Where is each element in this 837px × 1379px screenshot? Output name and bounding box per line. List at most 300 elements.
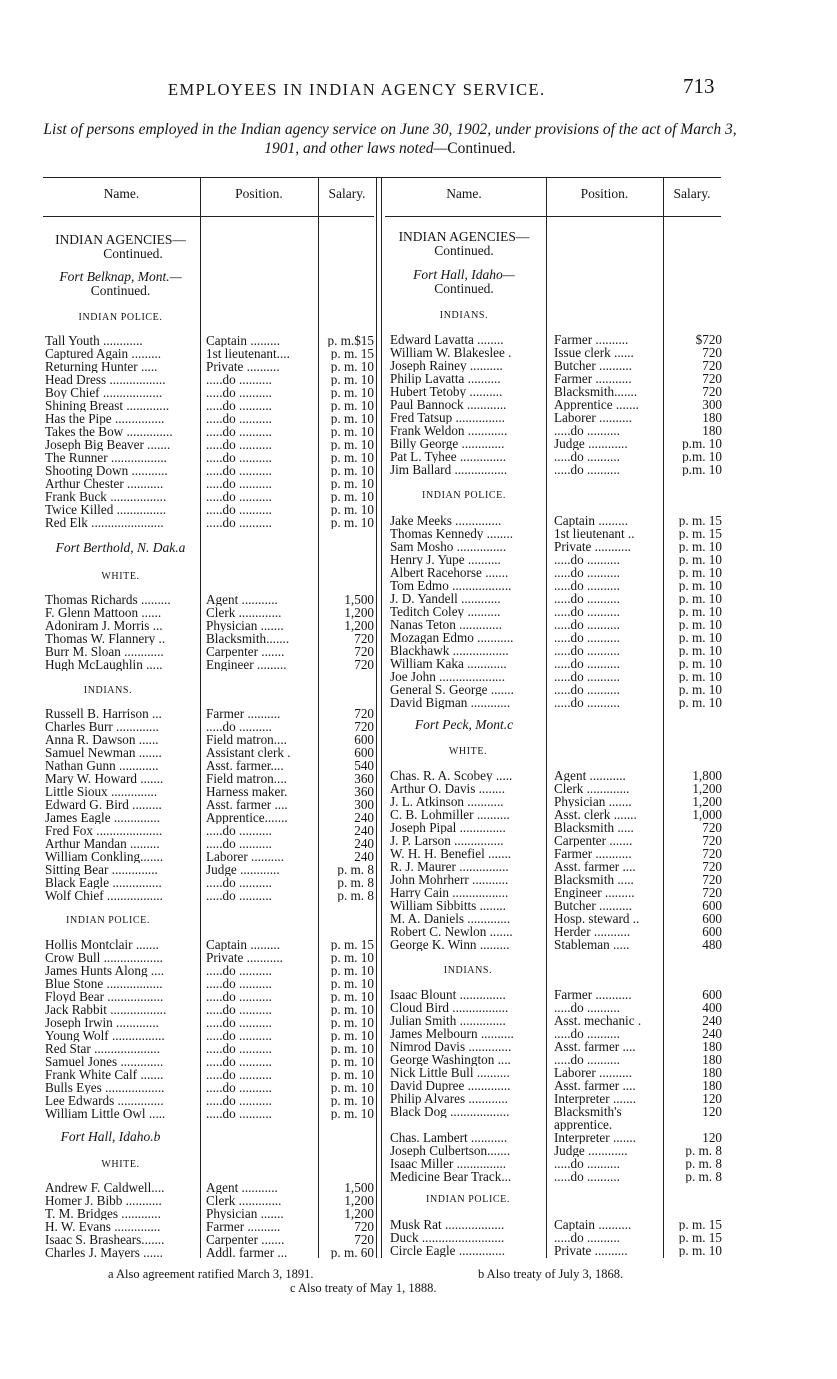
right-position-cell: .....do .......... [554, 670, 620, 683]
right-heading-fort-peck: Fort Peck, Mont.c [414, 717, 514, 732]
left-salary-cell: 1,500 [344, 593, 374, 606]
left-position-cell: .....do .......... [206, 977, 272, 990]
right-salary-cell: 600 [702, 899, 722, 912]
page-number: 713 [683, 74, 715, 98]
left-heading-indian-police-2: INDIAN POLICE. [66, 915, 150, 926]
right-salary-cell: p. m. 15 [678, 1231, 722, 1244]
left-position-cell: Physician ....... [206, 619, 284, 632]
right-heading-white-1: WHITE. [448, 746, 488, 757]
right-position-cell: Butcher .......... [554, 899, 633, 912]
left-name-cell: Anna R. Dawson ...... [45, 733, 159, 746]
right-position-cell: Apprentice ....... [554, 398, 639, 411]
right-position-cell: Engineer ......... [554, 886, 635, 899]
right-name-cell: Blackhawk ................. [390, 644, 509, 657]
left-name-cell: Bulls Eyes .................. [45, 1081, 165, 1094]
left-salary-cell: p. m. 10 [330, 1042, 374, 1055]
right-salary-cell: p.m. 10 [682, 437, 722, 450]
right-table-row [0, 808, 730, 822]
right-position-cell: .....do .......... [554, 631, 620, 644]
left-position-cell: .....do .......... [206, 1055, 272, 1068]
left-table-row [0, 746, 380, 760]
right-name-cell: Arthur O. Davis ........ [390, 782, 506, 795]
right-salary-header: Salary. [673, 186, 711, 201]
left-position-cell: .....do .......... [206, 837, 272, 850]
left-name-cell: F. Glenn Mattoon ...... [45, 606, 162, 619]
right-table-row [0, 527, 730, 541]
left-salary-cell: 240 [354, 837, 374, 850]
right-name-cell: Edward Lavatta ........ [390, 333, 504, 346]
right-position-cell: Clerk ............. [554, 782, 630, 795]
left-position-cell: .....do .......... [206, 876, 272, 889]
left-name-cell: Andrew F. Caldwell.... [45, 1181, 165, 1194]
right-name-cell: Cloud Bird ................. [390, 1001, 509, 1014]
right-position-cell: Blacksmith ..... [554, 873, 634, 886]
right-name-cell: Joseph Pipal .............. [390, 821, 506, 834]
right-position-cell: .....do .......... [554, 553, 620, 566]
left-position-cell: .....do .......... [206, 1107, 272, 1120]
left-position-cell: Farmer .......... [206, 1220, 281, 1233]
left-name-cell: James Eagle .............. [45, 811, 160, 824]
right-position-cell: Farmer .......... [554, 333, 629, 346]
right-table-row [0, 847, 730, 861]
right-name-cell: Philip Lavatta .......... [390, 372, 501, 385]
right-table-row [0, 657, 730, 671]
right-heading-agencies: INDIAN AGENCIES— [398, 229, 530, 244]
right-table-row [0, 1157, 730, 1171]
right-salary-cell: 240 [702, 1014, 722, 1027]
right-name-cell: Medicine Bear Track... [390, 1170, 512, 1183]
table-caption [40, 120, 740, 158]
right-name-cell: Chas. R. A. Scobey ..... [390, 769, 513, 782]
right-name-cell: Robert C. Newlon ....... [390, 925, 513, 938]
left-salary-cell: p. m. 10 [330, 451, 374, 464]
right-salary-cell: 1,200 [692, 795, 722, 808]
left-position-cell: .....do .......... [206, 1094, 272, 1107]
right-table-row [0, 769, 730, 783]
right-table-row [0, 605, 730, 619]
left-salary-cell: 1,200 [344, 1194, 374, 1207]
right-salary-cell: $720 [695, 333, 722, 346]
right-name-cell: C. B. Lohmiller .......... [390, 808, 510, 821]
right-salary-cell: p. m. 8 [685, 1144, 722, 1157]
right-name-cell: R. J. Maurer ............... [390, 860, 509, 873]
right-table-row [0, 1053, 730, 1067]
left-name-cell: Isaac S. Brashears....... [45, 1233, 165, 1246]
right-heading-indians-2: INDIANS. [443, 965, 493, 976]
left-position-cell: Field matron.... [206, 772, 287, 785]
right-name-cell: Julian Smith .............. [390, 1014, 506, 1027]
left-heading-fort-belknap-cont: Continued. [90, 283, 151, 298]
left-salary-cell: 1,500 [344, 1181, 374, 1194]
left-position-cell: .....do .......... [206, 399, 272, 412]
left-salary-cell: p. m. 15 [330, 347, 374, 360]
footnote-c: c Also treaty of May 1, 1888. [290, 1281, 437, 1295]
right-salary-cell: 720 [702, 346, 722, 359]
right-table-row [0, 553, 730, 567]
right-table-row [0, 988, 730, 1002]
right-name-cell: J. L. Atkinson ........... [390, 795, 504, 808]
right-salary-cell: 720 [702, 359, 722, 372]
left-salary-cell: 300 [354, 798, 374, 811]
left-heading-indians-1: INDIANS. [83, 685, 133, 696]
left-salary-cell: p. m. 8 [337, 889, 374, 902]
left-name-cell: Returning Hunter ..... [45, 360, 158, 373]
right-name-cell: Black Dog .................. [390, 1105, 510, 1118]
left-position-cell: .....do .......... [206, 964, 272, 977]
left-salary-cell: 360 [354, 772, 374, 785]
right-salary-cell: 720 [702, 873, 722, 886]
right-salary-cell: p. m. 10 [678, 644, 722, 657]
left-position-cell: Asst. farmer .... [206, 798, 288, 811]
left-name-cell: Mary W. Howard ....... [45, 772, 164, 785]
left-position-cell: Addl. farmer ... [206, 1246, 288, 1259]
right-name-cell: Chas. Lambert ........... [390, 1131, 508, 1144]
right-position-cell: .....do .......... [554, 566, 620, 579]
left-position-cell: 1st lieutenant.... [206, 347, 290, 360]
right-name-cell: Sam Mosho ............... [390, 540, 507, 553]
left-heading-white-1: WHITE. [101, 571, 140, 582]
right-table-row [0, 1001, 730, 1015]
left-position-cell: .....do .......... [206, 438, 272, 451]
left-salary-cell: p. m. 10 [330, 1081, 374, 1094]
right-position-cell: .....do .......... [554, 1170, 620, 1183]
footnote-a: a Also agreement ratified March 3, 1891. [108, 1267, 314, 1281]
right-salary-cell: p. m. 10 [678, 670, 722, 683]
right-position-cell: apprentice. [554, 1118, 613, 1131]
right-position-cell: .....do .......... [554, 618, 620, 631]
right-salary-cell: 180 [702, 411, 722, 424]
right-name-cell: Fred Tatsup ............... [390, 411, 505, 424]
left-name-cell: Head Dress ................. [45, 373, 166, 386]
left-name-cell: Hollis Montclair ....... [45, 938, 159, 951]
right-position-cell: .....do .......... [554, 463, 620, 476]
right-name-cell: Duck ......................... [390, 1231, 505, 1244]
caption-continued: Continued. [447, 140, 516, 157]
right-table-row [0, 670, 730, 684]
right-salary-cell: 720 [702, 821, 722, 834]
right-table-row [0, 514, 730, 528]
header-rule-right [385, 216, 721, 217]
left-position-cell: Captain ......... [206, 938, 280, 951]
left-position-cell: .....do .......... [206, 451, 272, 464]
left-salary-cell: p. m. 10 [330, 477, 374, 490]
left-name-cell: Thomas Richards ......... [45, 593, 171, 606]
right-salary-cell: p. m. 15 [678, 1218, 722, 1231]
right-salary-cell: 120 [702, 1092, 722, 1105]
left-position-cell: Private ........... [206, 951, 283, 964]
right-salary-cell: p. m. 10 [678, 683, 722, 696]
left-name-cell: Nathan Gunn ............ [45, 759, 159, 772]
right-salary-cell: p. m. 10 [678, 592, 722, 605]
left-heading-white-2: WHITE. [101, 1159, 140, 1170]
left-salary-cell: p. m. 10 [330, 464, 374, 477]
right-table-row [0, 795, 730, 809]
right-position-cell: Captain .......... [554, 1218, 632, 1231]
right-name-cell: Isaac Miller ............... [390, 1157, 507, 1170]
right-table-row [0, 1244, 730, 1258]
left-name-cell: Young Wolf ................ [45, 1029, 165, 1042]
right-salary-cell: 1,000 [692, 808, 722, 821]
right-name-cell: Circle Eagle .............. [390, 1244, 505, 1257]
right-salary-cell: 1,200 [692, 782, 722, 795]
left-salary-cell: p. m. 10 [330, 516, 374, 529]
right-salary-cell: p. m. 10 [678, 696, 722, 709]
right-heading-indian-police-1: INDIAN POLICE. [422, 490, 506, 501]
right-salary-cell: 480 [702, 938, 722, 951]
right-position-cell: .....do .......... [554, 1053, 620, 1066]
left-position-cell: .....do .......... [206, 464, 272, 477]
right-table-row [0, 1040, 730, 1054]
left-salary-cell: p. m. 10 [330, 1094, 374, 1107]
right-salary-cell: 180 [702, 1053, 722, 1066]
left-salary-cell: 720 [354, 1233, 374, 1246]
right-name-cell: Albert Racehorse ....... [390, 566, 509, 579]
left-salary-cell: 720 [354, 645, 374, 658]
right-position-cell: .....do .......... [554, 450, 620, 463]
left-salary-cell: 720 [354, 707, 374, 720]
right-salary-cell: p. m. 10 [678, 553, 722, 566]
left-salary-cell: p. m. 8 [337, 876, 374, 889]
left-position-cell: Harness maker. [206, 785, 288, 798]
left-name-cell: H. W. Evans .............. [45, 1220, 161, 1233]
right-name-cell: Teditch Coley .......... [390, 605, 501, 618]
left-name-cell: Charles Burr ............. [45, 720, 159, 733]
left-position-cell: .....do .......... [206, 1042, 272, 1055]
left-salary-cell: 720 [354, 632, 374, 645]
right-position-cell: .....do .......... [554, 1157, 620, 1170]
left-position-cell: .....do .......... [206, 516, 272, 529]
right-table-row [0, 540, 730, 554]
right-name-cell: Joseph Culbertson....... [390, 1144, 511, 1157]
left-salary-cell: 600 [354, 746, 374, 759]
left-position-cell: Apprentice....... [206, 811, 288, 824]
right-salary-cell: 300 [702, 398, 722, 411]
right-name-cell: Paul Bannock ............ [390, 398, 507, 411]
right-name-cell: David Bigman ............ [390, 696, 511, 709]
left-position-cell: .....do .......... [206, 1003, 272, 1016]
right-position-cell: .....do .......... [554, 657, 620, 670]
right-salary-cell: 720 [702, 886, 722, 899]
right-position-cell: .....do .......... [554, 579, 620, 592]
left-salary-cell: p. m. 10 [330, 490, 374, 503]
right-position-cell: Asst. farmer .... [554, 860, 636, 873]
footnote-b: b Also treaty of July 3, 1868. [478, 1267, 624, 1281]
left-position-cell: .....do .......... [206, 386, 272, 399]
left-salary-cell: p. m. 10 [330, 1029, 374, 1042]
left-position-cell: Physician ....... [206, 1207, 284, 1220]
left-salary-cell: 600 [354, 733, 374, 746]
left-salary-cell: p. m. 10 [330, 1068, 374, 1081]
left-name-cell: Fred Fox .................... [45, 824, 163, 837]
left-position-cell: Clerk ............. [206, 1194, 282, 1207]
right-salary-cell: 720 [702, 847, 722, 860]
left-heading-fort-berthold: Fort Berthold, N. Dak.a [55, 540, 186, 555]
right-table-row [0, 821, 730, 835]
left-salary-cell: 240 [354, 824, 374, 837]
right-name-cell: William Kaka ............ [390, 657, 507, 670]
right-name-cell: Philip Alvares ............ [390, 1092, 508, 1105]
left-position-cell: Private .......... [206, 360, 280, 373]
left-name-cell: Joseph Irwin ............. [45, 1016, 159, 1029]
left-name-cell: Has the Pipe ............... [45, 412, 165, 425]
right-table-row [0, 1218, 730, 1232]
left-name-cell: The Runner ................. [45, 451, 167, 464]
left-salary-header: Salary. [328, 186, 366, 201]
right-salary-cell: 720 [702, 860, 722, 873]
left-position-cell: Judge ............ [206, 863, 280, 876]
right-name-cell: J. D. Yandell ............ [390, 592, 501, 605]
left-name-cell: Little Sioux .............. [45, 785, 158, 798]
left-salary-cell: p. m. 10 [330, 964, 374, 977]
page-header [0, 74, 837, 104]
left-heading-fort-belknap: Fort Belknap, Mont.— [59, 269, 182, 284]
left-position-cell: Farmer .......... [206, 707, 281, 720]
right-salary-cell: p. m. 10 [678, 1244, 722, 1257]
right-table-row [0, 450, 730, 464]
left-salary-cell: p. m. 10 [330, 1016, 374, 1029]
right-salary-cell: 720 [702, 385, 722, 398]
right-position-cell: .....do .......... [554, 1001, 620, 1014]
left-salary-cell: 1,200 [344, 619, 374, 632]
right-table-row [0, 886, 730, 900]
right-position-header: Position. [580, 186, 629, 201]
right-table-row [0, 696, 730, 710]
left-salary-cell: 1,200 [344, 606, 374, 619]
right-name-cell: W. H. H. Benefiel ....... [390, 847, 512, 860]
left-salary-cell: p. m. 10 [330, 386, 374, 399]
left-name-cell: Hugh McLaughlin ..... [45, 658, 163, 671]
right-salary-cell: 600 [702, 988, 722, 1001]
right-position-cell: .....do .......... [554, 592, 620, 605]
left-position-cell: Laborer .......... [206, 850, 284, 863]
header-rule-left [43, 216, 374, 217]
left-name-cell: Boy Chief .................. [45, 386, 163, 399]
right-table-row [0, 912, 730, 926]
right-heading-agencies-cont: Continued. [434, 243, 494, 258]
right-table-row [0, 1131, 730, 1145]
right-name-cell: James Melbourn .......... [390, 1027, 514, 1040]
left-position-cell: .....do .......... [206, 477, 272, 490]
right-table-row [0, 899, 730, 913]
right-table-row [0, 1092, 730, 1106]
left-position-cell: Carpenter ....... [206, 645, 285, 658]
left-table-row [0, 720, 380, 734]
right-position-cell: Butcher .......... [554, 359, 633, 372]
left-name-cell: Floyd Bear ................. [45, 990, 164, 1003]
left-salary-cell: 540 [354, 759, 374, 772]
right-name-cell: Joseph Rainey .......... [390, 359, 503, 372]
right-table-row [0, 566, 730, 580]
left-name-cell: Shining Breast ............. [45, 399, 170, 412]
right-position-cell: Asst. farmer .... [554, 1079, 636, 1092]
right-table-row [0, 1231, 730, 1245]
left-heading-agencies-cont: Continued. [103, 246, 163, 261]
left-name-cell: Red Star .................... [45, 1042, 161, 1055]
left-position-cell: .....do .......... [206, 720, 272, 733]
right-name-cell: Joe John .................... [390, 670, 506, 683]
left-position-cell: Agent ........... [206, 593, 278, 606]
right-position-cell: Physician ....... [554, 795, 632, 808]
right-position-cell: Interpreter ....... [554, 1092, 637, 1105]
left-position-cell: .....do .......... [206, 1068, 272, 1081]
right-table-row [0, 1118, 730, 1132]
right-table-row [0, 592, 730, 606]
right-table-row [0, 463, 730, 477]
left-name-cell: James Hunts Along .... [45, 964, 165, 977]
right-name-cell: Hubert Tetoby .......... [390, 385, 503, 398]
left-table-row [0, 951, 380, 965]
left-position-cell: Captain ......... [206, 334, 280, 347]
left-salary-cell: p. m. 10 [330, 412, 374, 425]
right-table-row [0, 1014, 730, 1028]
right-table-row [0, 631, 730, 645]
right-table-row [0, 1066, 730, 1080]
right-name-cell: Jim Ballard ................ [390, 463, 508, 476]
left-position-cell: .....do .......... [206, 490, 272, 503]
right-table-row [0, 782, 730, 796]
left-salary-cell: 240 [354, 811, 374, 824]
left-salary-cell: 1,200 [344, 1207, 374, 1220]
right-name-cell: Nimrod Davis ............. [390, 1040, 512, 1053]
right-salary-cell: p. m. 10 [678, 631, 722, 644]
left-name-cell: Crow Bull .................. [45, 951, 163, 964]
right-salary-cell: 180 [702, 424, 722, 437]
right-table-row [0, 938, 730, 952]
right-salary-cell: 120 [702, 1105, 722, 1118]
left-name-cell: Frank White Calf ....... [45, 1068, 164, 1081]
left-position-cell: .....do .......... [206, 824, 272, 837]
right-salary-cell: 180 [702, 1040, 722, 1053]
left-position-cell: .....do .......... [206, 1029, 272, 1042]
left-name-cell: Samuel Newman ....... [45, 746, 162, 759]
right-heading-fort-hall: Fort Hall, Idaho— [413, 267, 515, 282]
left-position-cell: .....do .......... [206, 990, 272, 1003]
left-heading-fort-hall: Fort Hall, Idaho.b [60, 1129, 161, 1144]
left-salary-cell: p. m. 10 [330, 438, 374, 451]
left-name-cell: T. M. Bridges ............ [45, 1207, 161, 1220]
right-name-cell: J. P. Larson ............... [390, 834, 504, 847]
right-salary-cell: p. m. 15 [678, 514, 722, 527]
left-salary-cell: p. m. 10 [330, 503, 374, 516]
left-salary-cell: p. m. 10 [330, 360, 374, 373]
right-position-cell: Blacksmith ..... [554, 821, 634, 834]
left-position-cell: .....do .......... [206, 412, 272, 425]
left-salary-cell: p. m. 10 [330, 1107, 374, 1120]
right-position-cell: Carpenter ....... [554, 834, 633, 847]
left-salary-cell: 240 [354, 850, 374, 863]
left-salary-cell: 720 [354, 658, 374, 671]
left-position-cell: Engineer ......... [206, 658, 287, 671]
right-table-row [0, 644, 730, 658]
table-top-rule [43, 177, 721, 178]
right-salary-cell: p. m. 10 [678, 618, 722, 631]
left-name-cell: Thomas W. Flannery .. [45, 632, 166, 645]
left-name-cell: Black Eagle ............... [45, 876, 162, 889]
right-salary-cell: 180 [702, 1066, 722, 1079]
left-name-cell: Arthur Chester ........... [45, 477, 164, 490]
right-name-cell: Billy George ............. [390, 437, 505, 450]
right-name-cell: General S. George ....... [390, 683, 514, 696]
right-position-cell: Farmer ........... [554, 988, 632, 1001]
right-salary-cell: p. m. 10 [678, 566, 722, 579]
left-salary-cell: 360 [354, 785, 374, 798]
right-salary-cell: 600 [702, 925, 722, 938]
left-name-cell: William Little Owl ..... [45, 1107, 166, 1120]
right-position-cell: Farmer ........... [554, 372, 632, 385]
right-table-row [0, 385, 730, 399]
right-salary-cell: p. m. 8 [685, 1170, 722, 1183]
right-table-row [0, 359, 730, 373]
